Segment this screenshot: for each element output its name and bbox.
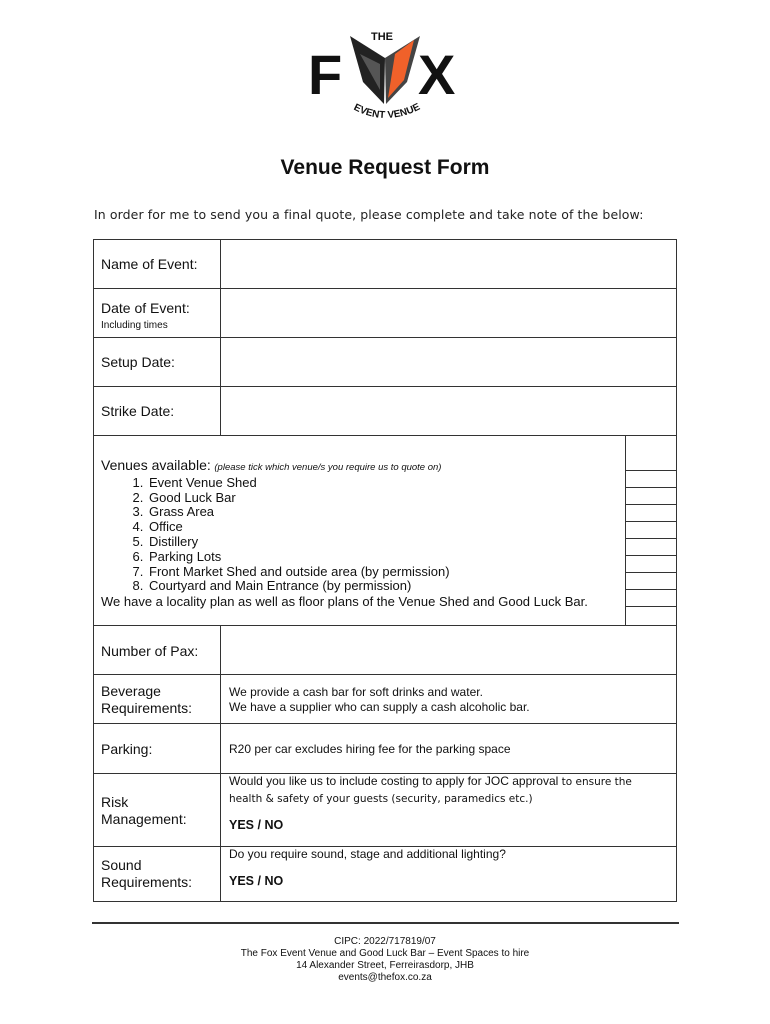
logo-the: THE (371, 31, 393, 43)
venue-tick-box[interactable] (626, 539, 676, 556)
beverage-line-2: We have a supplier who can supply a cash alcoholic bar. (229, 700, 530, 714)
venue-list (101, 476, 621, 594)
risk-question-3: health & safety of your guests (security, paramedics etc.) (229, 793, 533, 805)
sound-label-2: Requirements: (101, 874, 193, 890)
sound-separator: / (257, 874, 261, 888)
logo-letter-x: X (418, 43, 456, 106)
page-title: Venue Request Form (280, 156, 490, 179)
venue-item: 4. Office (147, 520, 621, 535)
logo-event-venue: EVENT VENUE (351, 101, 422, 122)
beverage-line-1: We provide a cash bar for soft drinks and water. (229, 685, 483, 699)
risk-label-2: Management: (101, 811, 187, 827)
risk-separator: / (257, 818, 261, 832)
venue-item: 3. Grass Area (147, 505, 621, 520)
row-date-of-event (94, 289, 676, 338)
venue-item: 6. Parking Lots (147, 550, 621, 565)
venue-tick-box[interactable] (626, 590, 676, 607)
pax-label: Number of Pax: (101, 643, 199, 659)
row-venues (94, 436, 676, 626)
footer-business: The Fox Event Venue and Good Luck Bar – Event Spaces to hire (240, 948, 530, 959)
sound-question: Do you require sound, stage and additional lighting? (229, 847, 506, 861)
venue-tick-box[interactable] (626, 471, 676, 488)
footer-divider (92, 922, 679, 924)
parking-label: Parking: (101, 741, 153, 757)
row-beverage (94, 675, 676, 724)
venues-hint: (please tick which venue/s you require us to quote on) (214, 462, 442, 473)
venue-tick-box[interactable] (626, 505, 676, 522)
row-number-of-pax (94, 626, 676, 675)
intro-text: In order for me to send you a final quote, please complete and take note of the below: (94, 207, 644, 222)
sound-yes-option[interactable]: YES (229, 874, 255, 888)
footer-address: 14 Alexander Street, Ferreirasdorp, JHB (296, 960, 474, 971)
risk-question-2: to ensure the (561, 776, 632, 788)
row-parking (94, 724, 676, 774)
venue-item: 7. Front Market Shed and outside area (by permission) (147, 565, 621, 580)
setup-date-field[interactable] (221, 338, 676, 386)
venue-tick-box[interactable] (626, 436, 676, 471)
venue-tick-box[interactable] (626, 522, 676, 539)
footer-email[interactable]: events@thefox.co.za (338, 972, 432, 983)
strike-date-label: Strike Date: (101, 403, 175, 419)
beverage-label-2: Requirements: (101, 700, 193, 716)
sound-label-1: Sound (101, 857, 142, 873)
date-of-event-field[interactable] (221, 289, 676, 337)
date-of-event-sublabel: Including times (101, 320, 168, 331)
venue-item: 8. Courtyard and Main Entrance (by permission) (147, 579, 621, 594)
strike-date-field[interactable] (221, 387, 676, 435)
row-sound (94, 847, 676, 902)
setup-date-label: Setup Date: (101, 354, 175, 370)
pax-field[interactable] (221, 626, 676, 674)
venue-item: 5. Distillery (147, 535, 621, 550)
date-of-event-label: Date of Event: (101, 300, 190, 316)
beverage-label-1: Beverage (101, 683, 161, 699)
row-risk-management (94, 774, 676, 847)
venue-tick-box[interactable] (626, 488, 676, 505)
name-of-event-label: Name of Event: (101, 256, 198, 272)
venues-block (101, 458, 621, 610)
sound-no-option[interactable]: NO (264, 874, 284, 888)
row-strike-date (94, 387, 676, 436)
footer-cipc: CIPC: 2022/717819/07 (334, 936, 436, 947)
risk-no-option[interactable]: NO (264, 818, 284, 832)
footer (0, 936, 770, 984)
venue-tick-box[interactable] (626, 556, 676, 573)
logo-letter-f: F (308, 43, 343, 106)
fox-head-icon (350, 36, 420, 104)
risk-label-1: Risk (101, 794, 129, 810)
parking-text: R20 per car excludes hiring fee for the parking space (229, 742, 511, 756)
row-name-of-event (94, 240, 676, 289)
risk-yes-option[interactable]: YES (229, 818, 255, 832)
risk-question-1: Would you like us to include costing to apply for JOC approval (229, 774, 559, 788)
venue-request-form (93, 239, 677, 902)
fox-logo (300, 24, 470, 134)
venues-label: Venues available: (101, 457, 211, 473)
venue-tick-column (625, 436, 676, 625)
venues-note: We have a locality plan as well as floor plans of the Venue Shed and Good Luck Bar. (101, 594, 588, 610)
svg-text:EVENT VENUE (352, 102, 422, 122)
venue-tick-box[interactable] (626, 573, 676, 590)
venue-item: 2. Good Luck Bar (147, 491, 621, 506)
name-of-event-field[interactable] (221, 240, 676, 288)
venue-item: 1. Event Venue Shed (147, 476, 621, 491)
row-setup-date (94, 338, 676, 387)
